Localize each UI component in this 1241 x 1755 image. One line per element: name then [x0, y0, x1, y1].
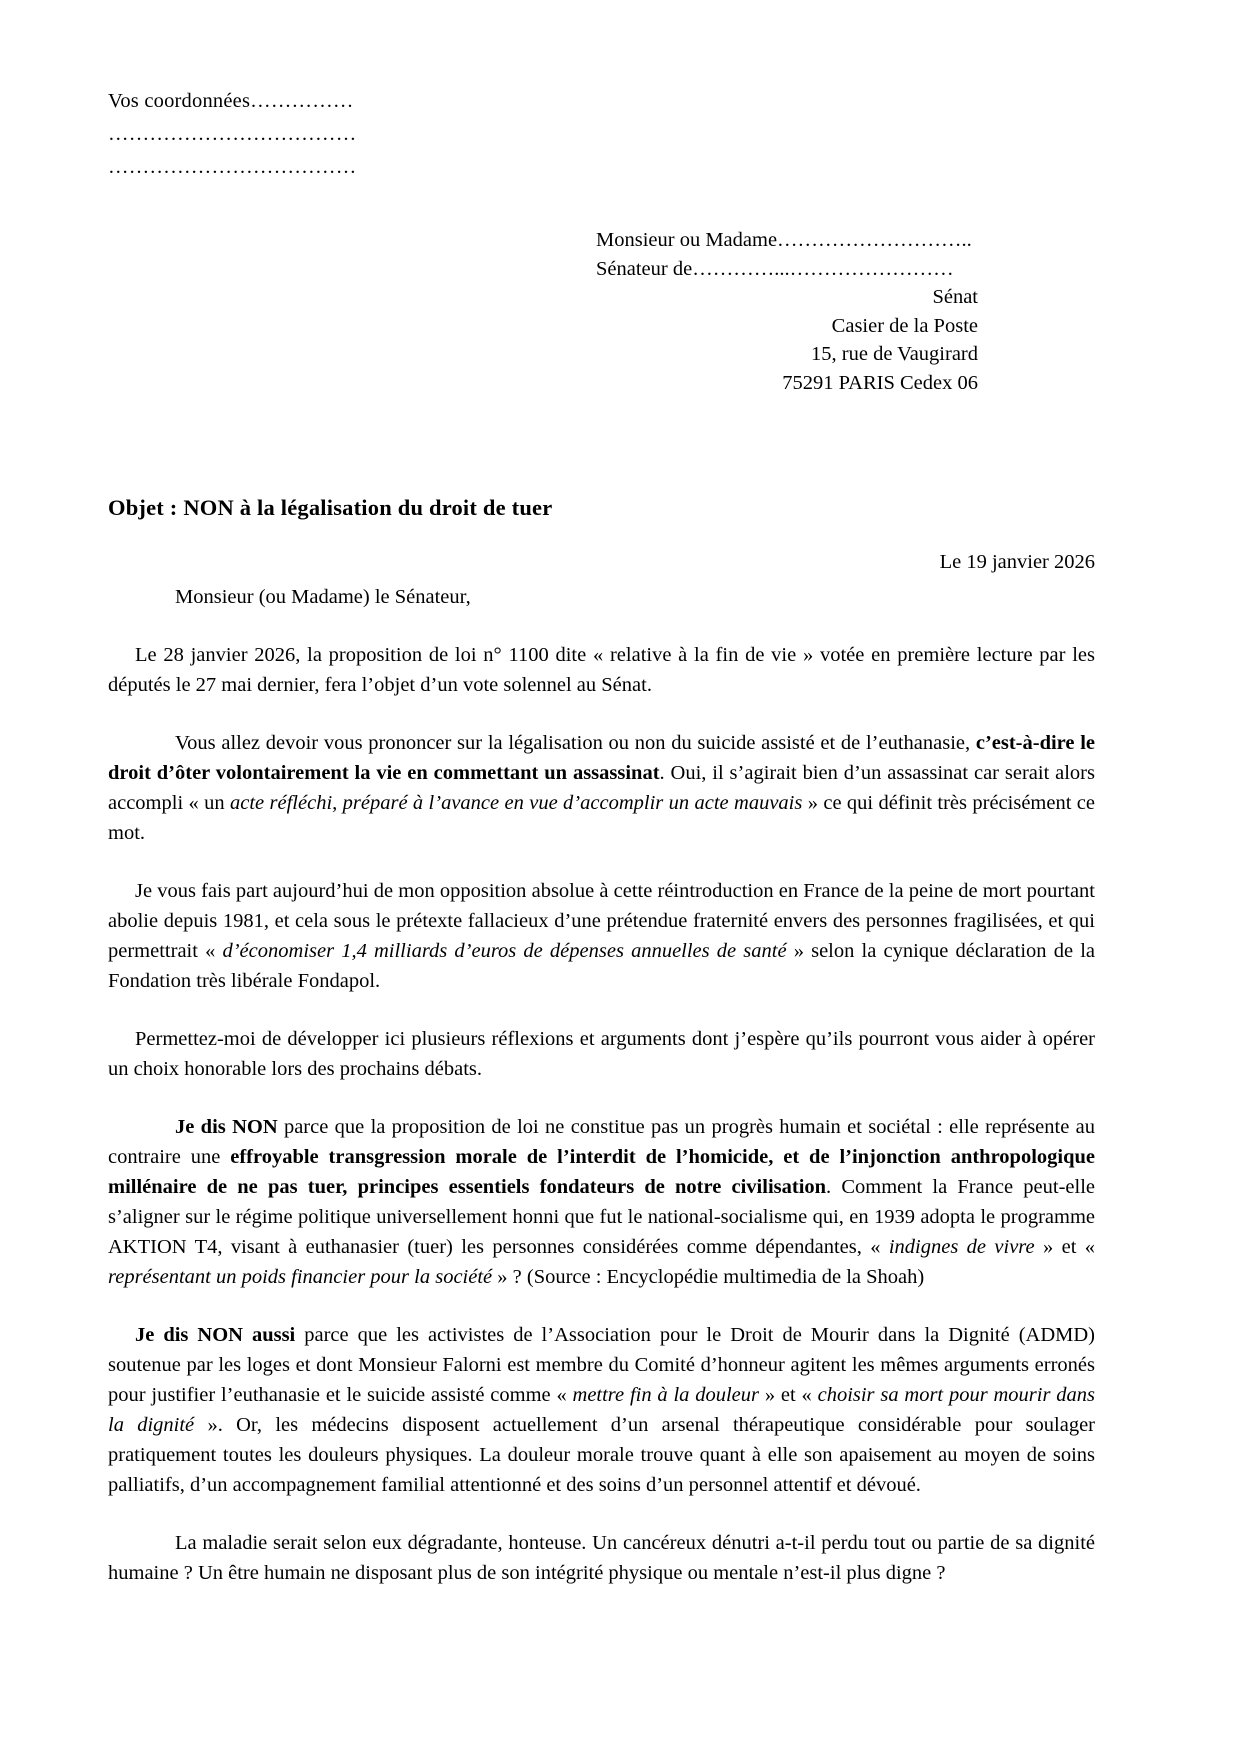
- text-run-normal: parce que les activistes de l’Association pour le Droit de Mourir dans la Dignité (ADMD) soutenue par les loges et dont Monsieur Falorni est membre du Comité d’honneur agitent les mêmes arguments erronés pour justifier l’euthanasie et le suicide assisté comme «: [108, 1324, 1095, 1406]
- text-run-normal: La maladie serait selon eux dégradante, honteuse. Un cancéreux dénutri a-t-il perdu tout ou partie de sa dignité humaine ? Un être humain ne disposant plus de son intégrité physique ou mentale n’est-il plus digne ?: [108, 1532, 1095, 1584]
- text-run-normal: . Oui, il s’agirait bien d’un assassinat car serait alors accompli « un: [108, 762, 1095, 814]
- sender-line: Vos coordonnées……………: [108, 90, 354, 112]
- paragraph-5: [108, 1112, 1095, 1292]
- text-run-italic: choisir sa mort pour mourir dans la dignité: [108, 1384, 1095, 1436]
- text-run-bold: Je dis NON aussi: [135, 1324, 296, 1346]
- text-run-italic: représentant un poids financier pour la société: [108, 1266, 493, 1288]
- text-run-normal: » selon la cynique déclaration de la Fondation très libérale Fondapol.: [108, 940, 1095, 992]
- text-run-italic: acte réfléchi, préparé à l’avance en vue d’accomplir un acte mauvais: [230, 792, 803, 814]
- paragraph-1: [108, 640, 1095, 700]
- text-run-normal: » et «: [759, 1384, 818, 1406]
- recipient-address-line: Casier de la Poste: [831, 314, 978, 337]
- text-run-normal: » et «: [1034, 1236, 1096, 1258]
- sender-line: ………………………………: [108, 123, 357, 145]
- recipient-address-line: 75291 PARIS Cedex 06: [782, 371, 978, 394]
- text-run-normal: Permettez-moi de développer ici plusieurs réflexions et arguments dont j’espère qu’ils pourront vous aider à opérer un choix honorable lors des prochains débats.: [108, 1028, 1095, 1080]
- text-run-italic: mettre fin à la douleur: [572, 1384, 760, 1406]
- paragraph-7: [108, 1528, 1095, 1588]
- text-run-normal: » ? (Source : Encyclopédie multimedia de la Shoah): [492, 1266, 925, 1288]
- subject-line: Objet : NON à la légalisation du droit de tuer: [108, 495, 553, 520]
- recipient-address-block: [596, 226, 978, 397]
- text-run-normal: » ce qui définit très précisément ce mot.: [108, 792, 1095, 844]
- text-run-bold: c’est-à-dire le droit d’ôter volontairement la vie en commettant un assassinat: [108, 732, 1096, 784]
- recipient-name-line: Monsieur ou Madame………………………..: [596, 229, 972, 251]
- salutation: Monsieur (ou Madame) le Sénateur,: [175, 586, 471, 608]
- recipient-address-line: Sénat: [932, 286, 978, 308]
- text-run-normal: Je vous fais part aujourd’hui de mon opposition absolue à cette réintroduction en France de la peine de mort pourtant abolie depuis 1981, et cela sous le prétexte fallacieux d’une prétendue fraternité envers des personnes fragilisées, et qui permettrait «: [108, 880, 1095, 962]
- paragraph-3: [108, 876, 1095, 996]
- recipient-address-line: 15, rue de Vaugirard: [811, 343, 978, 365]
- text-run-normal: Le 28 janvier 2026, la proposition de loi n° 1100 dite « relative à la fin de vie » votée en première lecture par les députés le 27 mai dernier, fera l’objet d’un vote solennel au Sénat.: [108, 644, 1095, 696]
- text-run-normal: ». Or, les médecins disposent actuellement d’un arsenal thérapeutique considérable pour soulager pratiquement toutes les douleurs physiques. La douleur morale trouve quant à elle son apaisement au moyen de soins palliatifs, d’un accompagnement familial attentionné et des soins d’un personnel attentif et dévoué.: [108, 1414, 1095, 1496]
- recipient-title-line: Sénateur de…………...……………………: [596, 257, 954, 280]
- text-run-italic: d’économiser 1,4 milliards d’euros de dépenses annuelles de santé: [222, 940, 787, 962]
- text-run-normal: parce que la proposition de loi ne constitue pas un progrès humain et sociétal : elle représente au contraire une: [108, 1116, 1095, 1168]
- text-run-bold: Je dis NON: [175, 1116, 278, 1138]
- text-run-normal: . Comment la France peut-elle s’aligner sur le régime politique universellement honni que fut le national-socialisme qui, en 1939 adopta le programme AKTION T4, visant à euthanasier (tuer) les personnes considérées comme dépendantes, «: [108, 1176, 1095, 1258]
- paragraph-2: [108, 728, 1095, 848]
- sender-coordinates-block: [108, 85, 1095, 184]
- paragraph-4: [108, 1024, 1095, 1084]
- text-run-italic: indignes de vivre: [888, 1236, 1035, 1258]
- letter-body: [108, 640, 1095, 1588]
- sender-line: ………………………………: [108, 156, 357, 178]
- date-line: Le 19 janvier 2026: [939, 551, 1095, 573]
- text-run-bold: effroyable transgression morale de l’interdit de l’homicide, et de l’injonction anthropologique millénaire de ne pas tuer, principes essentiels fondateurs de notre civilisation: [108, 1146, 1095, 1198]
- paragraph-6: [108, 1320, 1095, 1500]
- text-run-normal: Vous allez devoir vous prononcer sur la légalisation ou non du suicide assisté et de l’euthanasie,: [175, 732, 976, 754]
